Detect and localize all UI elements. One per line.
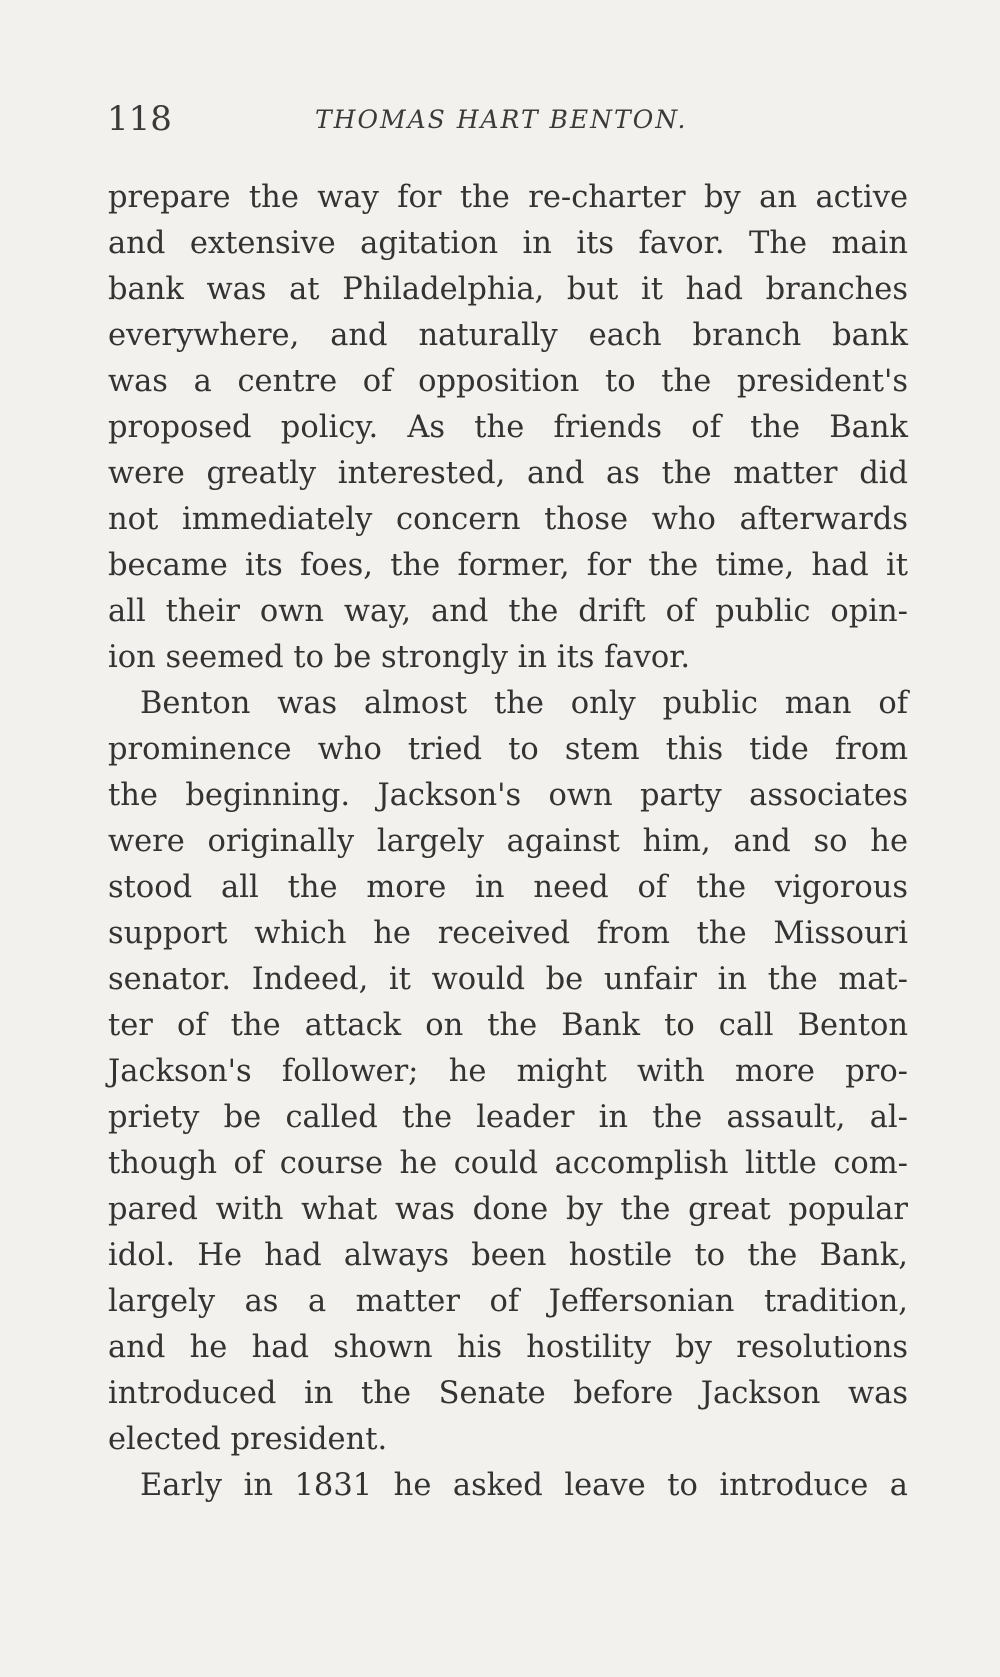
text-line: prepare the way for the re-charter by an active: [108, 180, 908, 215]
text-line: elected president.: [108, 1422, 388, 1457]
text-line: senator. Indeed, it would be unfair in the mat-: [108, 962, 908, 997]
paragraph-3: [108, 1463, 908, 1509]
text-line: introduced in the Senate before Jackson was: [108, 1376, 908, 1411]
running-title: THOMAS HART BENTON.: [315, 105, 688, 134]
text-line: were originally largely against him, and so he: [108, 824, 908, 859]
paragraph-1: [108, 175, 908, 681]
text-line: priety be called the leader in the assault, al-: [108, 1100, 908, 1135]
text-line: everywhere, and naturally each branch bank: [108, 318, 908, 353]
text-line: and extensive agitation in its favor. The main: [108, 226, 908, 261]
text-line: was a centre of opposition to the president's: [108, 364, 908, 399]
text-line: not immediately concern those who afterwards: [108, 502, 908, 537]
body-text: [108, 175, 908, 1509]
text-line: Benton was almost the only public man of: [140, 686, 908, 721]
text-line: the beginning. Jackson's own party associates: [108, 778, 908, 813]
text-line: support which he received from the Missouri: [108, 916, 908, 951]
text-line: were greatly interested, and as the matter did: [108, 456, 908, 491]
text-line: though of course he could accomplish little com-: [108, 1146, 908, 1181]
text-line: became its foes, the former, for the time, had it: [108, 548, 908, 583]
text-line: ion seemed to be strongly in its favor.: [108, 640, 691, 675]
text-line: and he had shown his hostility by resolutions: [108, 1330, 908, 1365]
page-number: 118: [107, 99, 172, 139]
text-line: bank was at Philadelphia, but it had branches: [108, 272, 908, 307]
paragraph-2: [108, 681, 908, 1463]
text-line: Early in 1831 he asked leave to introduce a: [140, 1468, 908, 1503]
text-line: idol. He had always been hostile to the Bank,: [108, 1238, 908, 1273]
text-line: largely as a matter of Jeffersonian tradition,: [108, 1284, 908, 1319]
text-line: Jackson's follower; he might with more pro-: [108, 1054, 908, 1089]
text-line: pared with what was done by the great popular: [108, 1192, 908, 1227]
text-line: all their own way, and the drift of public opin-: [108, 594, 908, 629]
text-line: stood all the more in need of the vigorous: [108, 870, 908, 905]
text-line: prominence who tried to stem this tide from: [108, 732, 908, 767]
text-line: proposed policy. As the friends of the Bank: [108, 410, 908, 445]
page-header: [107, 96, 907, 142]
text-line: ter of the attack on the Bank to call Benton: [108, 1008, 908, 1043]
